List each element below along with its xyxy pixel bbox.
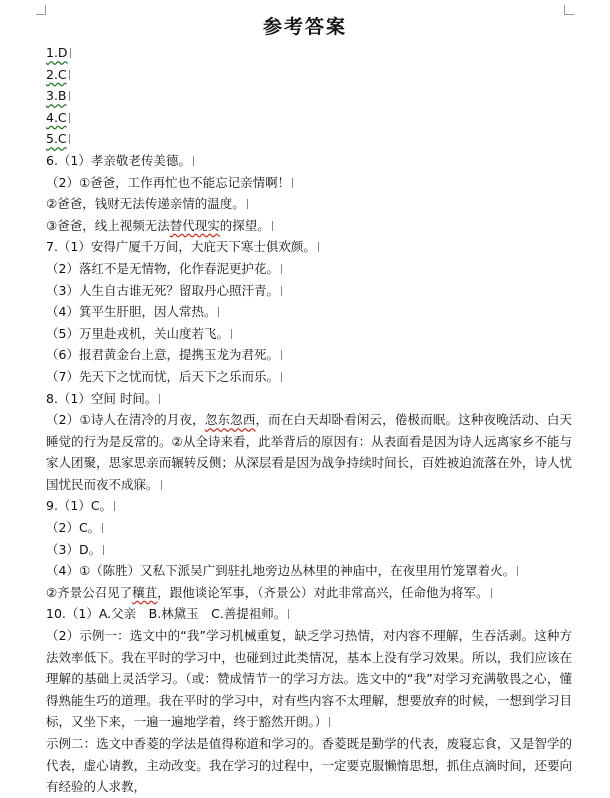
q7-line-1: 7.（1）安得广厦千万间，大庇天下寒士俱欢颜。 xyxy=(46,236,572,258)
page-title: 参考答案 xyxy=(262,16,347,38)
q9-line-3: （3）D。 xyxy=(46,539,572,561)
q6-line-3: ②爸爸，钱财无法传递亲情的温度。 xyxy=(46,193,572,215)
q6-line-1: 6.（1）孝亲敬老传美德。 xyxy=(46,150,572,172)
q9-line-5: ②齐景公召见了穰苴，跟他谈论军事，（齐景公）对此非常高兴，任命他为将军。 xyxy=(46,582,572,604)
q8-paragraph-2: （2）①诗人在清冷的月夜，忽东忽西，而在白天却卧看闲云，倦极而眠。这种夜晚活动、白天睡觉的行为是反常的。②从全诗来看，此举背后的原因有：从表面看是因为诗人远离家乡不能与家人团聚，思家思亲而辗转反侧；从深层看是因为战争持续时间长，百姓被迫流落在外，诗人忧国忧民而夜不成寐。 xyxy=(46,412,572,492)
q6-line-2: （2）①爸爸，工作再忙也不能忘记亲情啊！ xyxy=(46,172,572,194)
mc-answer-2: 2.C xyxy=(46,64,572,86)
q7-line-6: （6）报君黄金台上意，提携玉龙为君死。 xyxy=(46,344,572,366)
q8-line-1: 8.（1）空间 时间。 xyxy=(46,388,572,410)
mc-answer-1: 1.D xyxy=(46,42,572,64)
q7-line-2: （2）落红不是无情物，化作春泥更护花。 xyxy=(46,258,572,280)
mc-answer-3: 3.B xyxy=(46,85,572,107)
q6-line-4: ③爸爸，线上视频无法替代现实的探望。 xyxy=(46,215,572,237)
q9-line-2: （2）C。 xyxy=(46,517,572,539)
q10-paragraph-3: 示例二：选文中香菱的学法是值得称道和学习的。香菱既是勤学的代表，废寝忘食，又是智学的代表，虚心请教，主动改变。我在学习的过程中，一定要克服懒惰思想，抓住点滴时间，还要向有经验的人求教， xyxy=(46,736,572,795)
q9-line-4: （4）①（陈胜）又私下派吴广到驻扎地旁边丛林里的神庙中，在夜里用竹笼罩着火。 xyxy=(46,560,572,582)
q7-line-7: （7）先天下之忧而忧，后天下之乐而乐。 xyxy=(46,366,572,388)
q7-line-5: （5）万里赴戎机，关山度若飞。 xyxy=(46,323,572,345)
q7-line-3: （3）人生自古谁无死？留取丹心照汗青。 xyxy=(46,280,572,302)
answer-content xyxy=(46,42,572,798)
q10-line-1: 10.（1）A.父亲 B.林黛玉 C.善提祖师。 xyxy=(46,603,572,625)
q9-line-1: 9.（1）C。 xyxy=(46,495,572,517)
mc-answer-5: 5.C xyxy=(46,128,572,150)
q10-paragraph-2: （2）示例一：选文中的“我”学习机械重复，缺乏学习热情，对内容不理解，生吞活剥。这种方法效率低下。我在平时的学习中，也碰到过此类情况，基本上没有学习效果。所以，我们应该在理解的基础上灵活学习。（或：赞成情节一的学习方法。选文中的“我”对学习充满敬畏之心，懂得熟能生巧的道理。我在平时的学习中，对有些内容不太理解，想要放弃的时候，一想到学习目标，又坐下来，一遍一遍地学着，终于豁然开朗。） xyxy=(46,628,572,730)
mc-answer-4: 4.C xyxy=(46,107,572,129)
q7-line-4: （4）箕平生肝胆，因人常热。 xyxy=(46,301,572,323)
